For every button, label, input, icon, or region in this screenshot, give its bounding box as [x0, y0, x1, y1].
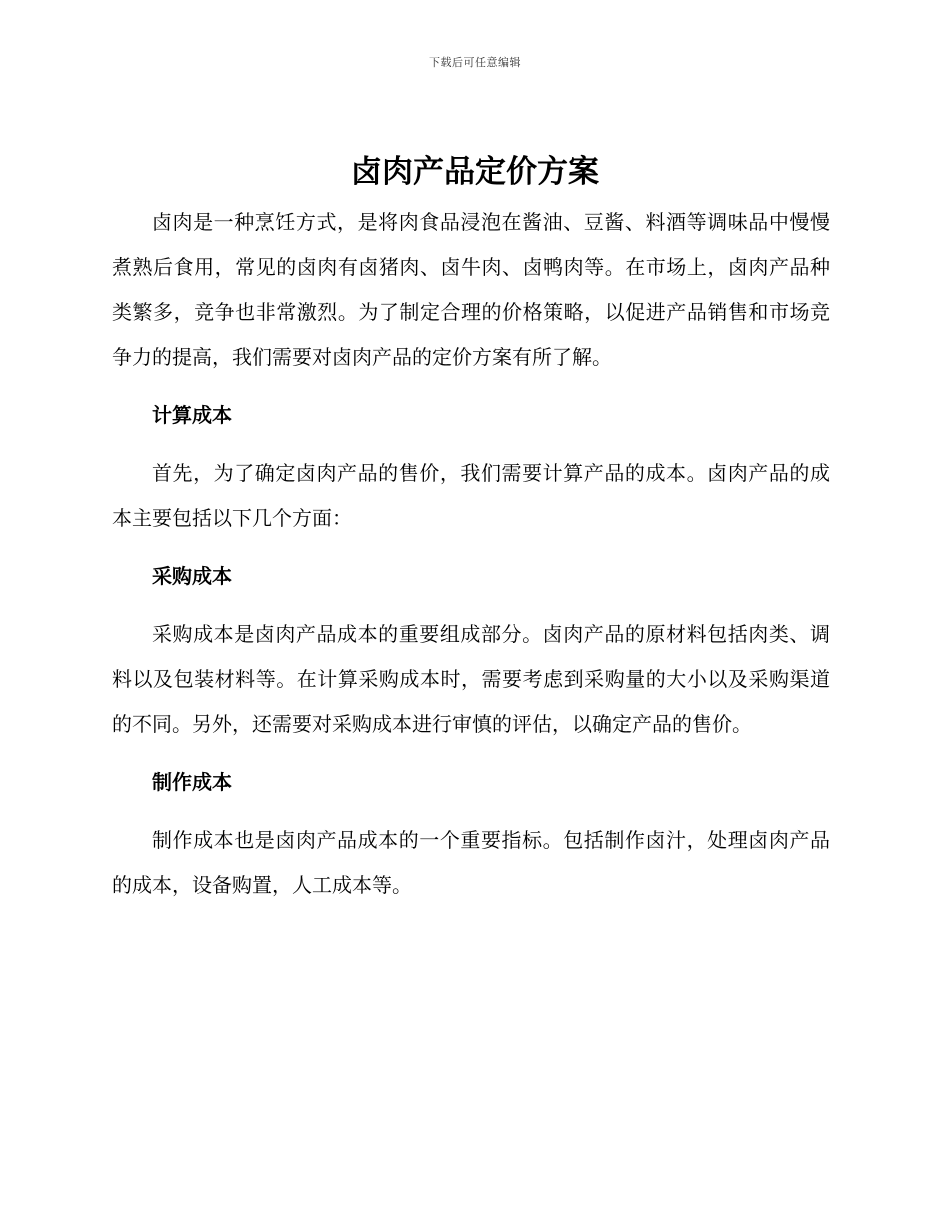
cost-paragraph: 首先，为了确定卤肉产品的售价，我们需要计算产品的成本。卤肉产品的成本主要包括以下几个方面： — [112, 461, 830, 530]
production-paragraph: 制作成本也是卤肉产品成本的一个重要指标。包括制作卤汁，处理卤肉产品的成本，设备购置，人工成本等。 — [112, 828, 830, 897]
document-body — [112, 200, 830, 908]
section-heading-purchase: 采购成本 — [152, 564, 232, 588]
intro-paragraph: 卤肉是一种烹饪方式，是将肉食品浸泡在酱油、豆酱、料酒等调味品中慢慢煮熟后食用，常见的卤肉有卤猪肉、卤牛肉、卤鸭肉等。在市场上，卤肉产品种类繁多，竞争也非常激烈。为了制定合理的价格策略，以促进产品销售和市场竞争力的提高，我们需要对卤肉产品的定价方案有所了解。 — [112, 210, 830, 369]
purchase-paragraph: 采购成本是卤肉产品成本的重要组成部分。卤肉产品的原材料包括肉类、调料以及包装材料等。在计算采购成本时，需要考虑到采购量的大小以及采购渠道的不同。另外，还需要对采购成本进行审慎的评估，以确定产品的售价。 — [112, 622, 830, 736]
header-note: 下载后可任意编辑 — [429, 56, 521, 69]
document-title: 卤肉产品定价方案 — [351, 154, 599, 190]
section-heading-production: 制作成本 — [152, 770, 232, 794]
section-heading-cost: 计算成本 — [152, 403, 232, 427]
